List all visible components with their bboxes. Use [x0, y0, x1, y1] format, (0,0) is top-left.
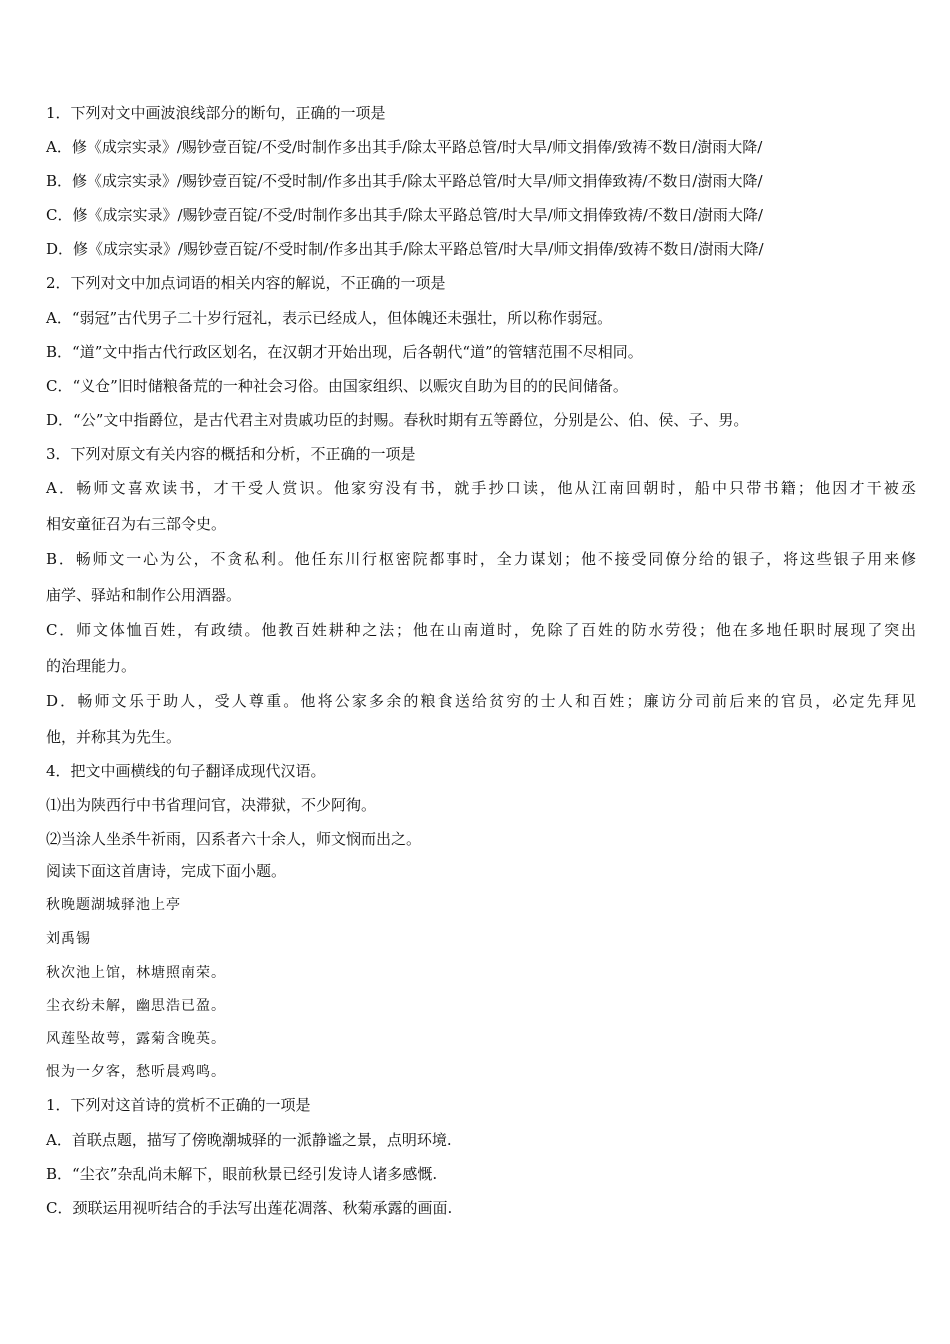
- question-1-stem: 1．下列对文中画波浪线部分的断句，正确的一项是: [46, 104, 386, 122]
- question-1-option-d: D．修《成宗实录》/赐钞壹百锭/不受时制/作多出其手/除太平路总管/时大旱/师文捐俸/致祷不数日/澍雨大降/: [46, 240, 764, 258]
- question-3-stem: 3．下列对原文有关内容的概括和分析，不正确的一项是: [46, 445, 416, 463]
- poem-title: 秋晚题湖城驿池上亭: [46, 897, 181, 913]
- question-3-option-c-line-2: 的治理能力。: [46, 657, 137, 675]
- poem-line-1: 秋次池上馆，林塘照南荣。: [46, 965, 226, 981]
- poem-line-2: 尘衣纷未解，幽思浩已盈。: [46, 998, 226, 1014]
- question-1-option-a: A．修《成宗实录》/赐钞壹百锭/不受/时制作多出其手/除太平路总管/时大旱/师文捐俸/致祷不数日/澍雨大降/: [46, 138, 763, 156]
- poem-question-1-stem: 1．下列对这首诗的赏析不正确的一项是: [46, 1096, 311, 1114]
- question-2-option-a: A．“弱冠”古代男子二十岁行冠礼，表示已经成人，但体魄还未强壮，所以称作弱冠。: [46, 309, 613, 327]
- question-3-option-c-line-1: C．师文体恤百姓，有政绩。他教百姓耕种之法；他在山南道时，免除了百姓的防水劳役；他在多地任职时展现了突出: [46, 621, 916, 639]
- poem-question-1-option-b: B．“尘衣”杂乱尚未解下，眼前秋景已经引发诗人诸多感慨.: [46, 1165, 438, 1183]
- question-4-sentence-2: ⑵当涂人坐杀牛祈雨，囚系者六十余人，师文悯而出之。: [46, 830, 422, 848]
- question-1-option-c: C．修《成宗实录》/赐钞壹百锭/不受/时制作多出其手/除太平路总管/时大旱/师文捐俸致祷/不数日/澍雨大降/: [46, 206, 763, 224]
- question-2-option-c: C．“义仓”旧时储粮备荒的一种社会习俗。由国家组织、以赈灾自助为目的的民间储备。: [46, 377, 628, 395]
- question-3-option-a-line-1: A．畅师文喜欢读书，才干受人赏识。他家穷没有书，就手抄口读，他从江南回朝时，船中只带书籍；他因才干被丞: [46, 479, 916, 497]
- question-2-option-b: B．“道”文中指古代行政区划名，在汉朝才开始出现，后各朝代“道”的管辖范围不尽相同。: [46, 343, 643, 361]
- question-2-option-d: D．“公”文中指爵位，是古代君主对贵戚功臣的封赐。春秋时期有五等爵位，分别是公、伯、侯、子、男。: [46, 411, 749, 429]
- poem-line-3: 风莲坠故萼，露菊含晚英。: [46, 1031, 226, 1047]
- poem-instruction: 阅读下面这首唐诗，完成下面小题。: [46, 862, 287, 880]
- poem-line-4: 恨为一夕客，愁听晨鸡鸣。: [46, 1064, 226, 1080]
- question-3-option-a-line-2: 相安童征召为右三部令史。: [46, 515, 227, 533]
- question-3-option-b-line-2: 庙学、驿站和制作公用酒器。: [46, 586, 242, 604]
- question-3-option-b-line-1: B．畅师文一心为公，不贪私利。他任东川行枢密院都事时，全力谋划；他不接受同僚分给的银子，将这些银子用来修: [46, 550, 916, 568]
- poem-question-1-option-a: A．首联点题，描写了傍晚潮城驿的一派静谧之景，点明环境.: [46, 1131, 452, 1149]
- question-4-sentence-1: ⑴出为陕西行中书省理问官，决滞狱，不少阿徇。: [46, 796, 377, 814]
- question-1-option-b: B．修《成宗实录》/赐钞壹百锭/不受时制/作多出其手/除太平路总管/时大旱/师文捐俸致祷/不数日/澍雨大降/: [46, 172, 763, 190]
- question-3-option-d-line-2: 他，并称其为先生。: [46, 728, 182, 746]
- poem-author: 刘禹锡: [46, 931, 91, 947]
- poem-question-1-option-c: C．颈联运用视听结合的手法写出莲花凋落、秋菊承露的画面.: [46, 1199, 453, 1217]
- question-4-stem: 4．把文中画横线的句子翻译成现代汉语。: [46, 762, 326, 780]
- question-3-option-d-line-1: D．畅师文乐于助人，受人尊重。他将公家多余的粮食送给贫穷的士人和百姓；廉访分司前后来的官员，必定先拜见: [46, 692, 916, 710]
- question-2-stem: 2．下列对文中加点词语的相关内容的解说，不正确的一项是: [46, 274, 446, 292]
